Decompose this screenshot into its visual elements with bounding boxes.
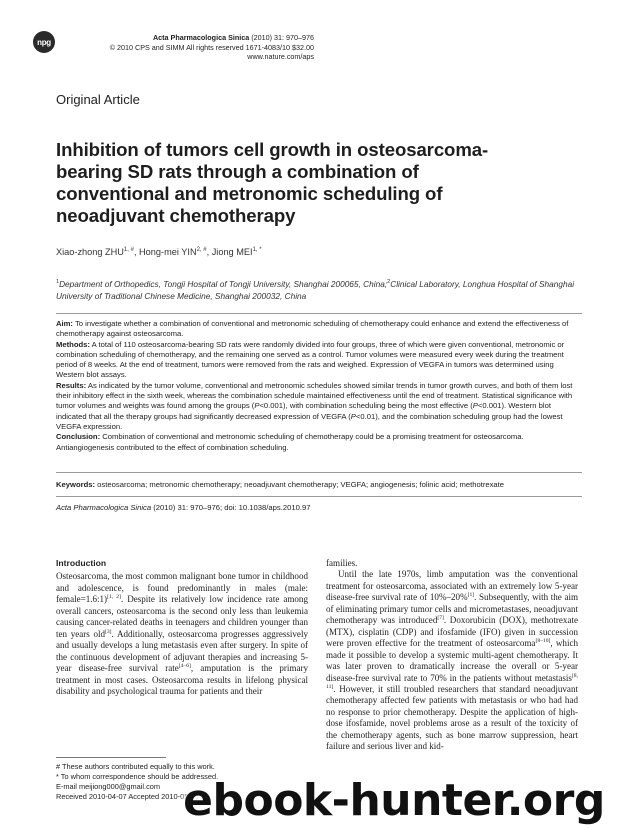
journal-header	[72, 33, 314, 62]
journal-line	[72, 33, 314, 43]
body-text: . Despite its relatively low incidence rate among overall cancers, osteosarcoma is the second only less than leukemia causing cancer-related deaths in teenagers and children younger than ten years old	[56, 594, 308, 639]
copyright-line: © 2010 CPS and SIMM All rights reserved 1671-4083/10 $32.00	[109, 42, 314, 52]
footnote-correspondence: * To whom correspondence should be addressed.	[56, 772, 219, 781]
abstract-aim	[56, 319, 582, 340]
body-text: . Subsequently, with the aim of eliminating primary tumor cells and micrometastases, neoadjuvant chemotherapy was introduced	[326, 592, 579, 626]
affiliation-2: Clinical Laboratory, Longhua Hospital of Shanghai University of Traditional Chinese Medicine, Shanghai 200032, China	[56, 278, 575, 301]
article-title	[56, 139, 576, 227]
intro-paragraph-1	[56, 571, 308, 697]
affiliation-1: Department of Orthopedics, Tongji Hospital of Tongji University, Shanghai 200065, China;	[59, 278, 388, 289]
keywords-text: osteosarcoma; metronomic chemotherapy; neoadjuvant chemotherapy; VEGFA; angiogenesis; folinic acid; methotrexate	[95, 480, 505, 489]
aim-label: Aim:	[56, 319, 73, 328]
title-line: conventional and metronomic scheduling of	[56, 183, 443, 204]
methods-text: A total of 110 osteosarcoma-bearing SD rats were randomly divided into four groups, three of which were given conventional, metronomic or combination scheduling of chemotherapy, and the remaining one served as a control. Tumor volumes were measured every week during the treatment period of 8 weeks. At the end of treatment, tumors were removed from the rats and weighed. Expression of VEGFA in tumors was determined using Western blot assays.	[56, 339, 565, 380]
abstract-methods	[56, 340, 582, 381]
footnote-equal-contribution: # These authors contributed equally to this work.	[56, 762, 215, 771]
reference-link[interactable]: [3]	[105, 628, 112, 635]
results-text: <0.001), with combination scheduling being the most effective (	[259, 401, 473, 411]
reference-link[interactable]: [1, 2]	[107, 594, 121, 601]
body-text: , which made it possible to develop a systemic multi-agent chemotherapy. It was later proven to dramatically increase the overall or 5-year disease-free survival rate to 70% in the patients without metastasis	[326, 638, 578, 683]
aim-text: To investigate whether a combination of conventional and metronomic scheduling of chemotherapy could enhance and extend the effectiveness of chemotherapy against osteosarcoma.	[56, 319, 569, 339]
keywords-rule	[56, 496, 582, 497]
intro-paragraph-1-end: families.	[326, 558, 358, 568]
body-text: Until the late 1970s, limb amputation was the conventional treatment for osteosarcoma, associated with an extremely low 5-year disease-free survival rate of 10%–20%	[326, 569, 578, 603]
results-text: <0.001). Western blot indicated that all the therapy groups had significantly decreased expression of VEGFA (	[56, 401, 551, 421]
affil-mark: 1	[56, 279, 60, 285]
conclusion-label: Conclusion:	[56, 432, 101, 442]
footnote-dates: Received 2010-04-07 Accepted 2010-05-21	[56, 792, 199, 801]
watermark: ebook-hunter.org	[183, 775, 605, 826]
body-text: . However, it still troubled researchers that standard neoadjuvant chemotherapy affected few patients with metastasis or who had had no response to prior chemotherapy. Despite the application of high-dose ifosfamide, novel problems arose as a result of the toxicity of the chemotherapy agents, such as bone marrow suppression, heart failure and serious liver and kid-	[326, 683, 578, 752]
p-symbol: P	[254, 401, 260, 411]
citation-rest: (2010) 31: 970–976; doi: 10.1038/aps.2010.97	[151, 503, 311, 512]
abstract-bottom-rule	[56, 472, 582, 473]
citation-journal: Acta Pharmacologica Sinica	[56, 503, 152, 512]
author-name: Xiao-zhong ZHU	[56, 247, 124, 258]
results-label: Results:	[56, 380, 87, 390]
abstract-conclusion	[56, 432, 582, 453]
journal-name: Acta Pharmacologica Sinica	[152, 33, 250, 42]
journal-volume: (2010) 31: 970–976	[249, 33, 314, 42]
reference-link[interactable]: [8–10]	[535, 638, 551, 645]
keywords	[56, 480, 582, 489]
title-line: bearing SD rats through a combination of	[56, 161, 419, 182]
author-name: Hong-mei YIN	[139, 247, 197, 258]
body-text: , amputation is the primary treatment in most cases. Osteosarcoma results in lifelong physical disability and psychological trauma for patients and their	[56, 663, 308, 696]
abstract	[56, 319, 582, 453]
results-text: <0.01), and the combination scheduling group had the lowest VEGFA expression.	[56, 411, 563, 431]
citation	[56, 503, 310, 512]
journal-url[interactable]: www.nature.com/aps	[247, 52, 314, 62]
body-text: Osteosarcoma, the most common malignant bone tumor in childhood and adolescence, is found predominantly in males (male: female=1.6:1)	[56, 571, 308, 605]
body-text: . Doxorubicin (DOX), methotrexate (MTX), cisplatin (CDP) and ifosfamide (IFO) given in succession were proven effective for the treatment of osteosarcoma	[326, 615, 578, 649]
p-symbol: P	[472, 401, 478, 411]
abstract-results	[56, 381, 582, 432]
results-text: As indicated by the tumor volume, conventional and metronomic schedules showed similar trends in tumor growth curves, and both of them lost their inhibitory effect in the sixth week, whereas the combination schedule maintained effectiveness until the end of treatment. Statistical significance with tumor volumes and weights was found among the groups (	[56, 380, 573, 411]
title-line: neoadjuvant chemotherapy	[56, 205, 296, 226]
author-affil-mark: 1, #	[123, 247, 134, 253]
body-text: . Additionally, osteosarcoma progresses aggressively and usually develops a lung metastasis even after surgery. In spite of the continuous development of adjuvant therapies and increasing 5-year disease-free survival rate	[56, 628, 308, 674]
reference-link[interactable]: [4–6]	[178, 663, 191, 670]
reference-link[interactable]: [7]	[437, 615, 444, 622]
reference-link[interactable]: [1]	[467, 592, 475, 599]
section-heading-introduction: Introduction	[56, 558, 107, 568]
reference-link[interactable]: [8, 11]	[326, 672, 578, 690]
affiliations	[56, 276, 596, 302]
conclusion-text: Combination of conventional and metronomic scheduling of chemotherapy could be a promising treatment for osteosarcoma. Antiangiogenesis contributed to the effect of combination scheduling.	[56, 432, 524, 452]
body-column-right	[326, 558, 578, 753]
affil-mark: 2	[387, 279, 391, 285]
npg-logo: npg	[33, 31, 55, 53]
author-name: Jiong MEI	[211, 247, 253, 258]
intro-paragraph-2	[326, 569, 578, 752]
abstract-top-rule	[56, 313, 582, 314]
p-symbol: P	[350, 411, 356, 421]
footnote-rule	[56, 757, 166, 758]
author-affil-mark: 2, #	[196, 247, 207, 253]
methods-label: Methods:	[56, 339, 90, 349]
title-line: Inhibition of tumors cell growth in osteosarcoma-	[56, 139, 489, 160]
keywords-label: Keywords:	[56, 480, 96, 489]
body-column-left	[56, 558, 308, 697]
article-type: Original Article	[56, 92, 140, 107]
author-affil-mark: 1, *	[252, 247, 262, 253]
author-list: Xiao-zhong $ZHU^{1, \#}$, Hong-mei $YIN^{2, \#}$, Jiong $MEI^{1, *}$	[56, 247, 262, 258]
footnote-email[interactable]: E-mail meijiong000@gmail.com	[56, 782, 161, 791]
